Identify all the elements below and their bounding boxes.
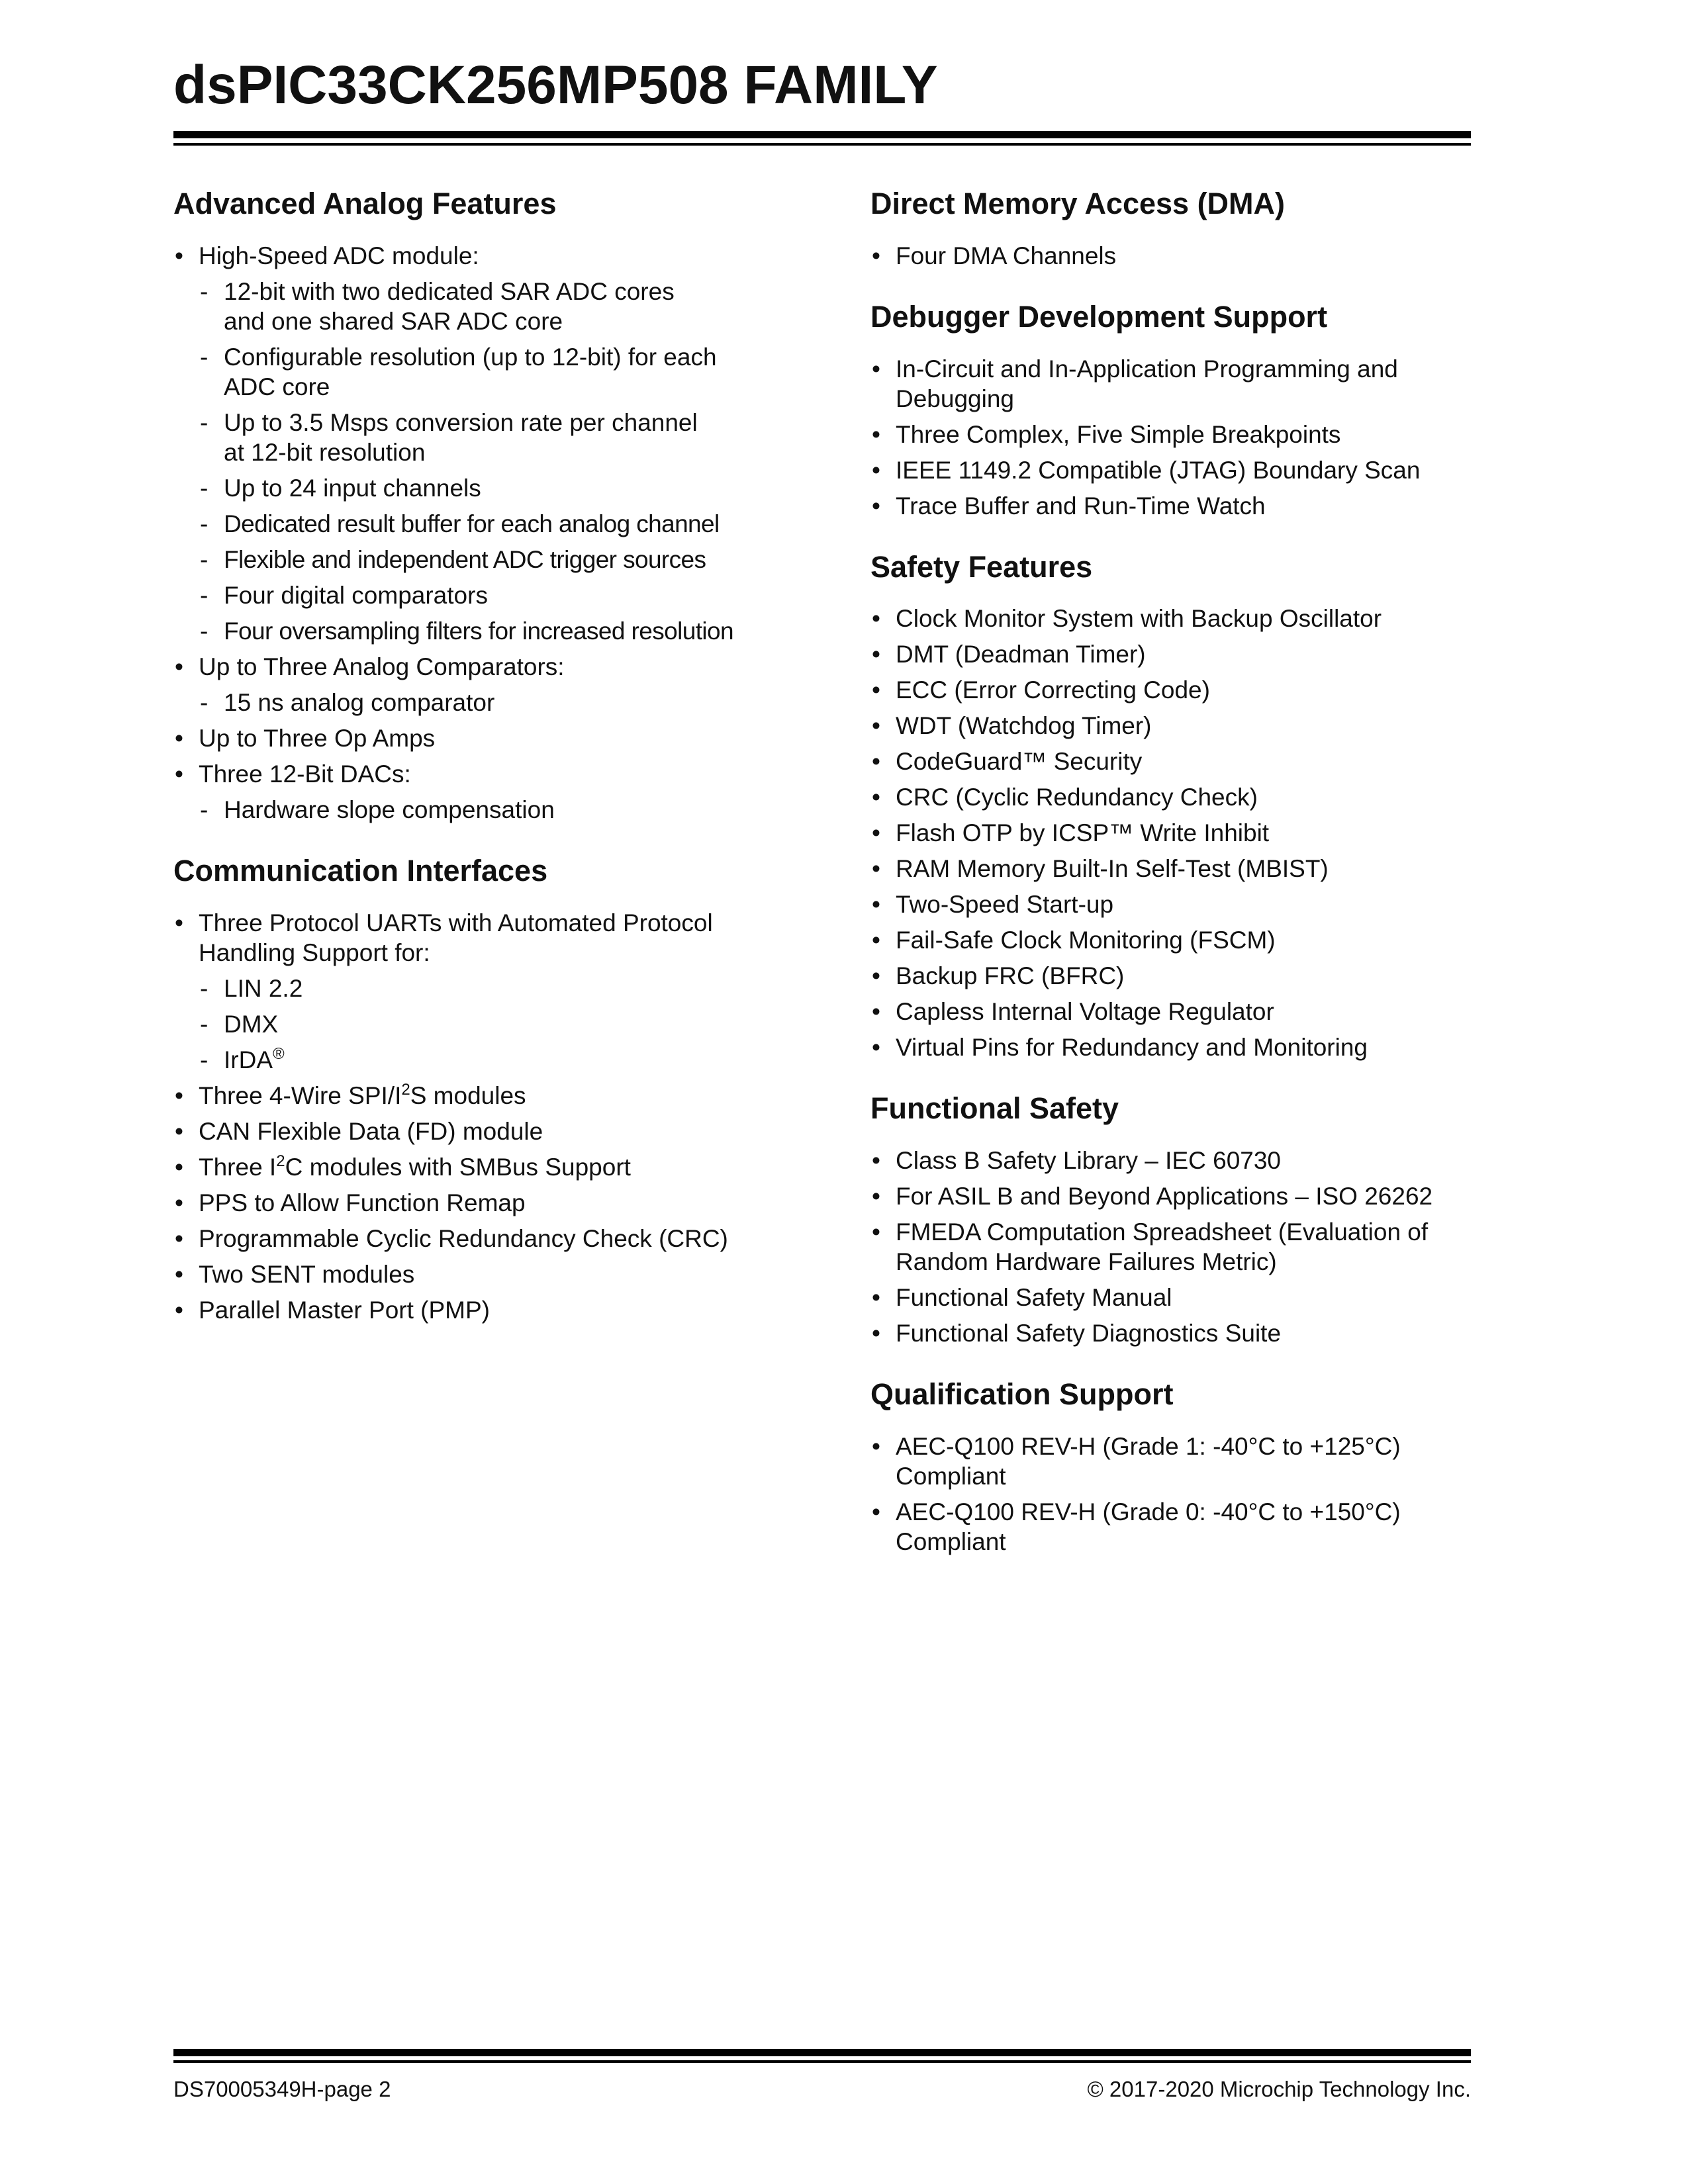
sub-item: - 15 ns analog comparator — [173, 688, 756, 717]
list-item: • ECC (Error Correcting Code) — [870, 675, 1486, 705]
list-item: • In-Circuit and In-Application Programming and Debugging — [870, 354, 1486, 414]
footer-rule-thick — [173, 2049, 1471, 2056]
list-item: • Up to Three Op Amps — [173, 723, 756, 753]
list-item: • Four DMA Channels — [870, 241, 1486, 271]
list-item: • Three 4-Wire SPI/$I^2S$ modules — [173, 1081, 756, 1111]
list-item: • WDT (Watchdog Timer) — [870, 711, 1486, 741]
list-item: • Capless Internal Voltage Regulator — [870, 997, 1486, 1026]
sub-item: - LIN 2.2 — [173, 974, 756, 1003]
list-item: • Fail-Safe Clock Monitoring (FSCM) — [870, 925, 1486, 955]
list-item: • Three $I^2C$ modules with SMBus Support — [173, 1152, 756, 1182]
feature-list — [870, 1146, 1486, 1348]
section-advanced-analog — [173, 187, 756, 825]
list-item: • Class B Safety Library – IEC 60730 — [870, 1146, 1486, 1175]
list-item: • CAN Flexible Data (FD) module — [173, 1116, 756, 1146]
feature-list — [173, 908, 756, 1325]
feature-list — [870, 604, 1486, 1062]
list-item: • RAM Memory Built-In Self-Test (MBIST) — [870, 854, 1486, 884]
section-functional-safety — [870, 1091, 1486, 1348]
list-item: • Three Protocol UARTs with Automated Protocol Handling Support for: — [173, 908, 756, 968]
section-qualification-support — [870, 1377, 1486, 1557]
feature-list — [870, 1432, 1486, 1557]
section-title: Qualification Support — [870, 1377, 1174, 1411]
footer-rule-thin — [173, 2060, 1471, 2063]
list-item: • CodeGuard™ Security — [870, 747, 1486, 776]
sub-item: - 12-bit with two dedicated SAR ADC cores and one shared SAR ADC core — [173, 277, 756, 336]
sub-item: - Dedicated result buffer for each analog channel — [173, 509, 756, 539]
list-item: • Virtual Pins for Redundancy and Monitoring — [870, 1032, 1486, 1062]
list-item: • High-Speed ADC module: — [173, 241, 756, 271]
section-title: Debugger Development Support — [870, 299, 1328, 334]
list-item: • For ASIL B and Beyond Applications – ISO 26262 — [870, 1181, 1486, 1211]
section-title: Safety Features — [870, 549, 1093, 584]
feature-list — [870, 354, 1486, 521]
sub-item: - Four oversampling filters for increased resolution — [173, 616, 756, 646]
section-safety-features — [870, 550, 1486, 1063]
footer-doc-id: DS70005349H-page 2 — [173, 2077, 391, 2101]
sub-item: - Configurable resolution (up to 12-bit) for each ADC core — [173, 342, 756, 402]
sub-item: - Up to 3.5 Msps conversion rate per channel at 12-bit resolution — [173, 408, 756, 467]
list-item: • CRC (Cyclic Redundancy Check) — [870, 782, 1486, 812]
feature-list — [173, 241, 756, 825]
sub-item: - IrDA® — [173, 1045, 756, 1075]
section-debugger-support — [870, 300, 1486, 521]
list-item: • Functional Safety Manual — [870, 1283, 1486, 1312]
list-item: • PPS to Allow Function Remap — [173, 1188, 756, 1218]
section-communication-interfaces — [173, 854, 756, 1325]
list-item: • Backup FRC (BFRC) — [870, 961, 1486, 991]
list-item: • DMT (Deadman Timer) — [870, 639, 1486, 669]
right-column — [870, 187, 1486, 1586]
section-title: Advanced Analog Features — [173, 187, 557, 220]
sub-item: - DMX — [173, 1009, 756, 1039]
list-item: • Clock Monitor System with Backup Oscillator — [870, 604, 1486, 633]
list-item: • Parallel Master Port (PMP) — [173, 1295, 756, 1325]
sub-item: - Flexible and independent ADC trigger sources — [173, 545, 756, 574]
left-column — [173, 187, 756, 1354]
list-item: • Trace Buffer and Run-Time Watch — [870, 491, 1486, 521]
list-item: • Functional Safety Diagnostics Suite — [870, 1318, 1486, 1348]
header-rule-thin — [173, 143, 1471, 146]
list-item: • Two-Speed Start-up — [870, 889, 1486, 919]
feature-list — [870, 241, 1486, 271]
section-title: Direct Memory Access (DMA) — [870, 187, 1286, 220]
sub-item: - Up to 24 input channels — [173, 473, 756, 503]
list-item: • FMEDA Computation Spreadsheet (Evaluation of Random Hardware Failures Metric) — [870, 1217, 1486, 1277]
footer-copyright: © 2017-2020 Microchip Technology Inc. — [1087, 2077, 1471, 2101]
list-item: • Flash OTP by ICSP™ Write Inhibit — [870, 818, 1486, 848]
list-item: • IEEE 1149.2 Compatible (JTAG) Boundary Scan — [870, 455, 1486, 485]
list-item: • Programmable Cyclic Redundancy Check (CRC) — [173, 1224, 756, 1253]
section-dma — [870, 187, 1486, 271]
header-rule-thick — [173, 131, 1471, 138]
list-item: • Three 12-Bit DACs: — [173, 759, 756, 789]
list-item: • Two SENT modules — [173, 1259, 756, 1289]
sub-item: - Hardware slope compensation — [173, 795, 756, 825]
list-item: • Three Complex, Five Simple Breakpoints — [870, 420, 1486, 449]
list-item: • AEC-Q100 REV-H (Grade 0: -40°C to +150°C) Compliant — [870, 1497, 1486, 1557]
section-title: Functional Safety — [870, 1091, 1119, 1126]
list-item: • AEC-Q100 REV-H (Grade 1: -40°C to +125°C) Compliant — [870, 1432, 1486, 1491]
page-title: dsPIC33CK256MP508 FAMILY — [173, 55, 938, 115]
section-title: Communication Interfaces — [173, 853, 548, 887]
sub-item: - Four digital comparators — [173, 580, 756, 610]
list-item: • Up to Three Analog Comparators: — [173, 652, 756, 682]
